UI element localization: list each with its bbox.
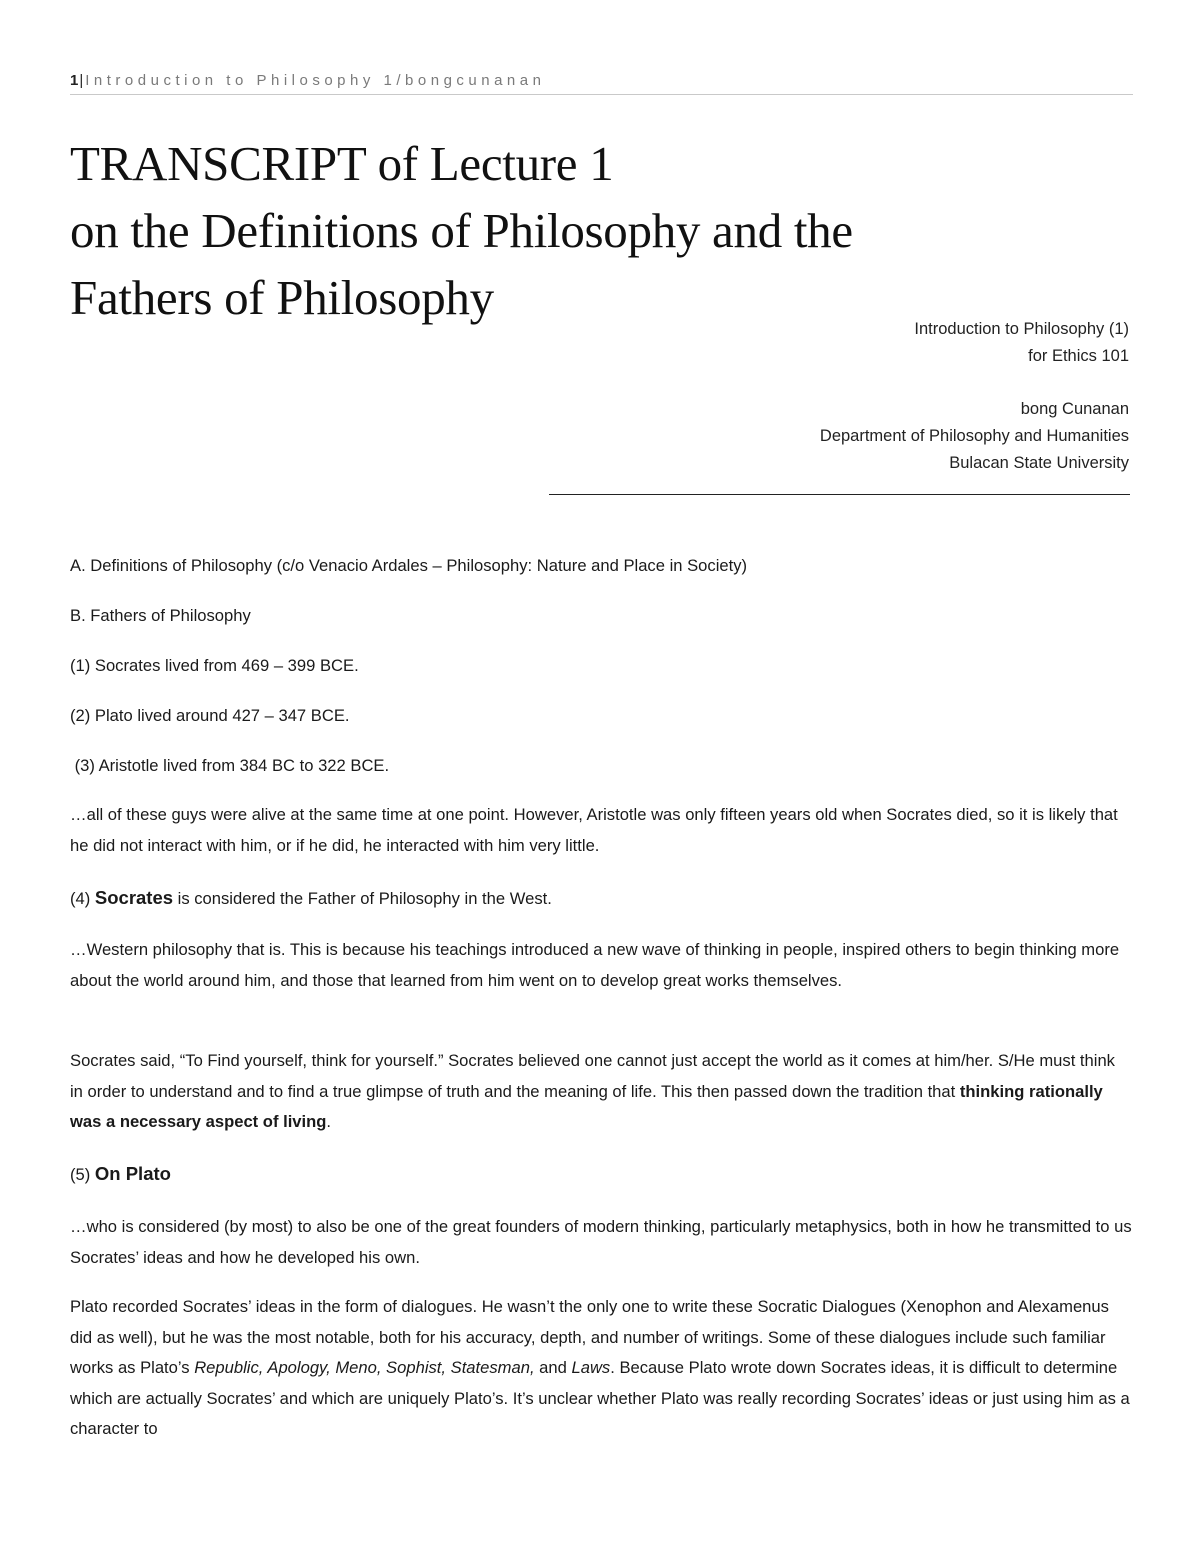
paragraph-plato-dialogues [70, 1292, 1132, 1445]
plato-heading: On Plato [94, 1163, 171, 1184]
dialogues-text-3: . Because Plato wrote down Socrates ideas, it is difficult to determine which are actually Socrates’ and which are uniquely Plato’s. It’s unclear whether Plato was really recording Socrates’ ideas or just using him as a character to [70, 1358, 1130, 1438]
header-rule [70, 94, 1133, 95]
socrates-said-emphasis: thinking rationally was a necessary aspect of living [70, 1081, 1103, 1131]
title-line-3: Fathers of Philosophy [70, 270, 494, 325]
paragraph-western: …Western philosophy that is. This is because his teachings introduced a new wave of thinking in people, inspired others to begin thinking more about the world around him, and those that learned from him went on to develop great works themselves. [70, 940, 1120, 990]
item-4-text: is considered the Father of Philosophy in the West. [173, 889, 552, 908]
dialogues-text-2: and [534, 1358, 572, 1377]
item-a: A. Definitions of Philosophy (c/o Venacio Ardales – Philosophy: Nature and Place in Society) [70, 556, 748, 575]
document-title [70, 130, 1130, 331]
item-5 [70, 1159, 1132, 1191]
socrates-said-end: . [326, 1112, 332, 1131]
item-4 [70, 883, 1132, 915]
department-name: Department of Philosophy and Humanities [819, 427, 1129, 445]
paragraph-plato-founder: …who is considered (by most) to also be one of the great founders of modern thinking, particularly metaphysics, both in how he transmitted to us Socrates’ ideas and how he developed his own. [70, 1217, 1132, 1267]
dialogues-text-1: Plato recorded Socrates’ ideas in the form of dialogues. He wasn’t the only one to write these Socratic Dialogues (Xenophon and Alexamenus did as well), but he was the most notable, both for his accuracy, depth, and number of writings. Some of these dialogues include such familiar works as Plato’s [70, 1297, 1109, 1377]
item-4-prefix: (4) [70, 889, 95, 908]
course-for: for Ethics 101 [1028, 347, 1129, 365]
course-name: Introduction to Philosophy (1) [914, 320, 1129, 338]
author-block-rule [549, 494, 1130, 495]
item-1: (1) Socrates lived from 469 – 399 BCE. [70, 656, 359, 675]
university-name: Bulacan State University [949, 454, 1129, 472]
title-line-1: TRANSCRIPT of Lecture 1 [70, 136, 614, 191]
running-header [70, 72, 1133, 89]
item-2: (2) Plato lived around 427 – 347 BCE. [70, 706, 350, 725]
dialogues-laws: Laws [571, 1358, 611, 1377]
socrates-said-text: Socrates said, “To Find yourself, think for yourself.” Socrates believed one cannot just accept the world as it comes at him/her. S/He must think in order to understand and to find a true glimpse of truth and the meaning of life. This then passed down the tradition that [70, 1051, 1115, 1101]
paragraph-alive: …all of these guys were alive at the same time at one point. However, Aristotle was only fifteen years old when Socrates died, so it is likely that he did not interact with him, or if he did, he interacted with him very little. [70, 805, 1118, 855]
socrates-heading: Socrates [94, 887, 174, 908]
running-title: Introduction to Philosophy 1/bongcunanan [85, 72, 546, 89]
item-3: (3) Aristotle lived from 384 BC to 322 BCE. [70, 756, 390, 775]
author-name: bong Cunanan [1020, 400, 1129, 418]
item-5-prefix: (5) [70, 1165, 95, 1184]
paragraph-socrates-said [70, 1046, 1132, 1138]
page-number: 1 [70, 72, 80, 89]
header-separator: | [79, 72, 86, 89]
author-block [529, 316, 1129, 477]
title-line-2: on the Definitions of Philosophy and the [70, 203, 853, 258]
item-b: B. Fathers of Philosophy [70, 606, 251, 625]
dialogues-titles: Republic, Apology, Meno, Sophist, Statesman, [194, 1358, 535, 1377]
meta-spacer [529, 370, 1129, 396]
